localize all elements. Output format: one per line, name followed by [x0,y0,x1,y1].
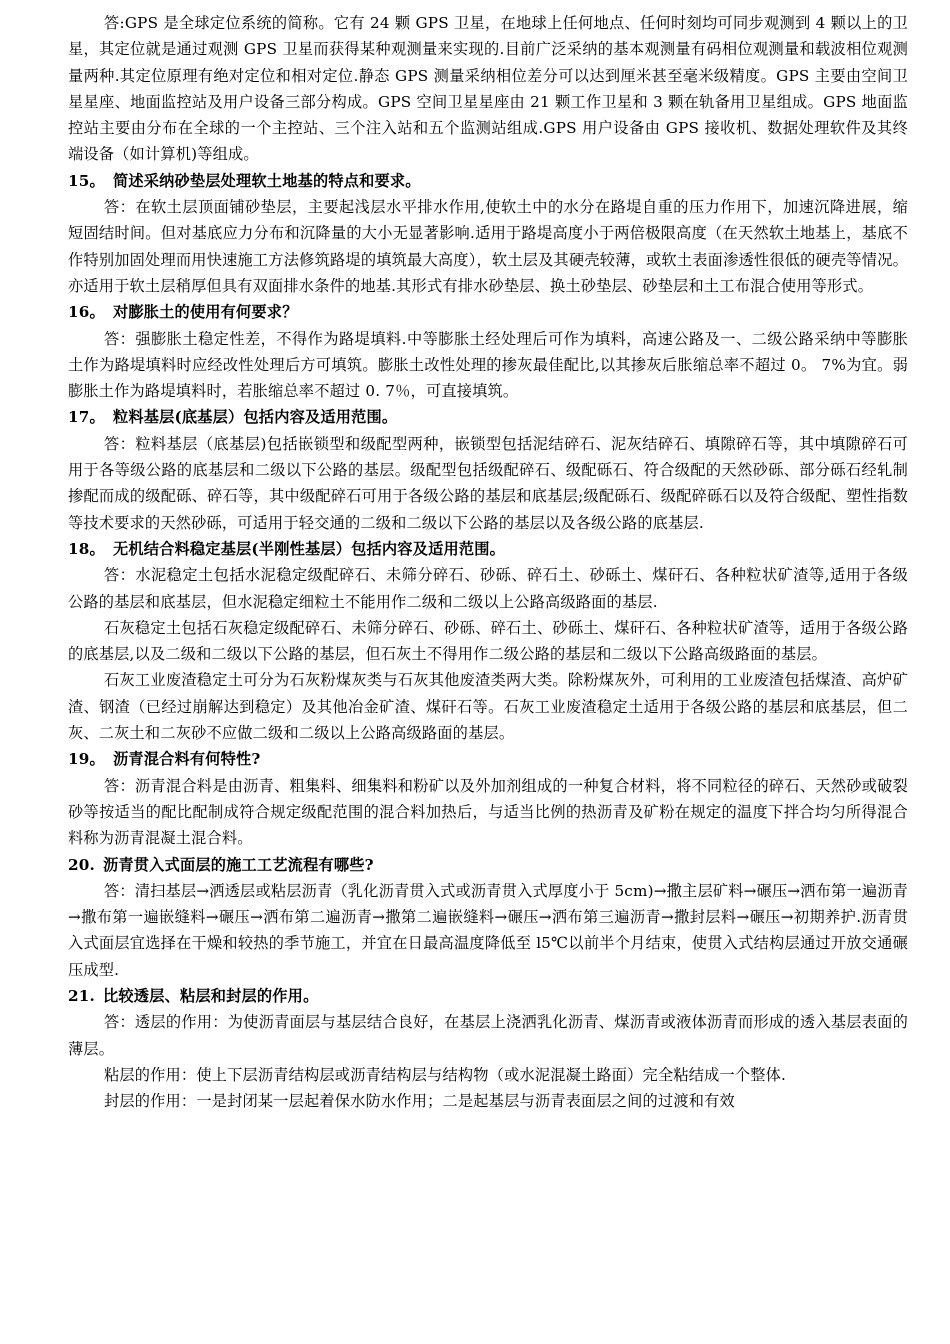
question-18 [68,536,908,562]
question-number: 16。 [68,303,105,322]
answer-21-tack-coat: 粘层的作用：使上下层沥青结构层或沥青结构层与结构物（或水泥混凝土路面）完全粘结成一个整体. [104,1065,787,1084]
question-text: 沥青混合料有何特性? [112,750,261,769]
question-text: 无机结合料稳定基层(半刚性基层）包括内容及适用范围。 [112,539,506,558]
answer-18-cement: 答：水泥稳定土包括水泥稳定级配碎石、未筛分碎石、砂砾、碎石土、砂砾土、煤矸石、各种粒状矿渣等,适用于各级公路的基层和底基层，但水泥稳定细粒土不能用作二级和二级以上公路高级路面的基层. [68,566,908,611]
question-text: 比较透层、粘层和封层的作用。 [103,986,319,1005]
question-number: 18。 [68,539,105,558]
question-number: 15。 [68,171,105,190]
question-text: 粒料基层(底基层）包括内容及适用范围。 [112,408,398,427]
question-number: 21. [68,986,96,1005]
answer-21-seal-coat: 封层的作用：一是封闭某一层起着保水防水作用；二是起基层与沥青表面层之间的过渡和有效 [104,1092,735,1111]
question-text: 对膨胀土的使用有何要求？ [112,303,298,322]
answer-20: 答：清扫基层→洒透层或粘层沥青（乳化沥青贯入式或沥青贯入式厚度小于 5cm)→撒主层矿料→碾压→洒布第一遍沥青→撒布第一遍嵌缝料→碾压→洒布第二遍沥青→撒第二遍嵌缝料→碾压→洒布第三遍沥青→撒封层料→碾压→初期养护.沥青贯入式面层宜选择在干燥和较热的季节施工，并宜在日最高温度降低至 l5℃以前半个月结束，使贯入式结构层通过开放交通碾压成型. [68,881,908,979]
question-text: 沥青贯入式面层的施工工艺流程有哪些? [103,855,374,874]
answer-18-lime: 石灰稳定土包括石灰稳定级配碎石、未筛分碎石、砂砾、碎石土、砂砾土、煤矸石、各种粒状矿渣等，适用于各级公路的底基层,以及二级和二级以下公路的基层，但石灰土不得用作二级公路的基层和二级以下公路高级路面的基层。 [68,618,908,664]
question-20 [68,852,908,878]
question-19 [68,746,908,772]
answer-15: 答：在软土层顶面铺砂垫层，主要起浅层水平排水作用,使软土中的水分在路堤自重的压力作用下，加速沉降进展，缩短固结时间。但对基底应力分布和沉降量的大小无显著影响.适用于路堤高度小于两倍极限高度（在天然软土地基上，基底不作特别加固处理而用快速施工方法修筑路堤的填筑最大高度），软土层及其硬壳较薄，或软土表面渗透性很低的硬壳等情况。亦适用于软土层稍厚但具有双面排水条件的地基.其形式有排水砂垫层、换土砂垫层、砂垫层和土工布混合使用等形式。 [68,198,908,295]
question-17 [68,404,908,430]
answer-16: 答：强膨胀土稳定性差，不得作为路堤填料.中等膨胀土经处理后可作为填料，高速公路及一、二级公路采纳中等膨胀土作为路堤填料时应经改性处理后方可填筑。膨胀土改性处理的掺灰最佳配比,以其掺灰后胀缩总率不超过 0。 7%为宜。弱膨胀土作为路堤填料时，若胀缩总率不超过 0. 7％，可直接填筑。 [68,329,908,401]
question-21 [68,983,908,1009]
question-text: 简述采纳砂垫层处理软土地基的特点和要求。 [112,171,421,190]
question-number: 17。 [68,408,105,427]
document-page [68,10,908,1114]
answer-paragraph-gps: 答:GPS 是全球定位系统的简称。它有 24 颗 GPS 卫星，在地球上任何地点、任何时刻均可同步观测到 4 颗以上的卫星，其定位就是通过观测 GPS 卫星而获得某种观测量来实现的.目前广泛采纳的基本观测量有码相位观测量和载波相位观测量两种.其定位原理有绝对定位和相对定位.静态 GPS 测量采纳相位差分可以达到厘米甚至毫米级精度。GPS 主要由空间卫星星座、地面监控站及用户设备三部分构成。GPS 空间卫星星座由 21 颗工作卫星和 3 颗在轨备用卫星组成。GPS 地面监控站主要由分布在全球的一个主控站、三个注入站和五个监测站组成.GPS 用户设备由 GPS 接收机、数据处理软件及其终端设备（如计算机)等组成。 [68,14,908,164]
question-16 [68,299,908,325]
answer-21-prime-coat: 答：透层的作用：为使沥青面层与基层结合良好，在基层上浇洒乳化沥青、煤沥青或液体沥青而形成的透入基层表面的薄层。 [68,1013,908,1058]
answer-17: 答：粒料基层（底基层)包括嵌锁型和级配型两种，嵌锁型包括泥结碎石、泥灰结碎石、填隙碎石等，其中填隙碎石可用于各等级公路的底基层和二级以下公路的基层。级配型包括级配碎石、级配砾石、符合级配的天然砂砾、部分砾石经轧制掺配而成的级配砾、碎石等，其中级配碎石可用于各级公路的基层和底基层;级配砾石、级配碎砾石以及符合级配、塑性指数等技术要求的天然砂砾，可适用于轻交通的二级和二级以下公路的基层以及各级公路的底基层. [68,434,908,532]
question-number: 19。 [68,750,105,769]
answer-18-industrial-waste: 石灰工业废渣稳定土可分为石灰粉煤灰类与石灰其他废渣类两大类。除粉煤灰外，可利用的工业废渣包括煤渣、高炉矿渣、钢渣（已经过崩解达到稳定）及其他冶金矿渣、煤矸石等。石灰工业废渣稳定土适用于各级公路的基层和底基层，但二灰、二灰土和二灰砂不应做二级和二级以上公路高级路面的基层。 [68,671,908,743]
question-15 [68,168,908,194]
answer-19: 答：沥青混合料是由沥青、粗集料、细集料和粉矿以及外加剂组成的一种复合材料，将不同粒径的碎石、天然砂或破裂砂等按适当的配比配制成符合规定级配范围的混合料加热后，与适当比例的热沥青及矿粉在规定的温度下拌合均匀所得混合料称为沥青混凝土混合料。 [68,776,908,848]
question-number: 20. [68,855,96,874]
